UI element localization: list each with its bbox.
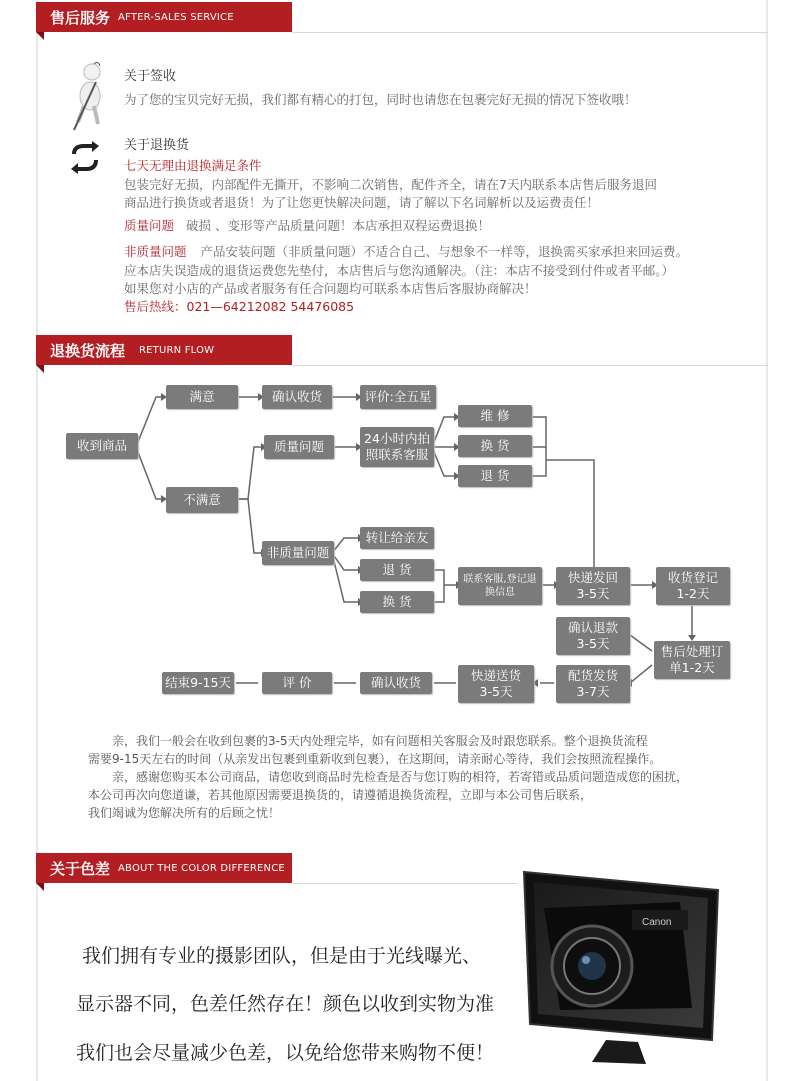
sign-heading: 关于签收 <box>124 69 177 84</box>
color-diff-line-2: 显示器不同，色差任然存在！颜色以收到实物为准 <box>76 993 495 1015</box>
node-transfer: 转让给亲友 <box>360 527 434 549</box>
node-after-sales-order: 售后处理订单1-2天 <box>654 641 730 679</box>
node-non-quality: 非质量问题 <box>262 541 334 565</box>
node-refund-2: 退 货 <box>360 559 434 581</box>
node-confirm-receipt: 确认收货 <box>262 385 332 409</box>
flow-note-1: 亲，我们一般会在收到包裹的3-5天内处理完毕，如有问题相关客服会及时跟您联系。整个退换货流程 <box>112 734 648 748</box>
node-photo-contact: 24小时内拍照联系客服 <box>360 427 434 467</box>
color-diff-line-3: 我们也会尽量减少色差，以免给您带来购物不便！ <box>76 1042 495 1064</box>
node-ship-goods: 配货发货 3-7天 <box>556 665 630 703</box>
node-confirm-receipt-2: 确认收货 <box>360 672 432 694</box>
node-exchange-2: 换 货 <box>360 591 434 613</box>
node-express-back: 快递发回 3-5天 <box>556 567 630 605</box>
node-confirm-refund: 确认退款 3-5天 <box>556 617 630 655</box>
quality-issue-label: 质量问题 <box>124 218 175 233</box>
return-exchange-icon <box>66 140 104 176</box>
return-heading: 关于退换货 <box>124 138 190 153</box>
node-satisfied: 满意 <box>166 385 238 409</box>
return-conditions-1: 包装完好无损，内部配件无撕开，不影响二次销售，配件齐全，请在7天内联系本店售后服务退回 <box>124 177 657 192</box>
hotline: 售后热线：021—64212082 54476085 <box>124 299 355 314</box>
return-flow-banner <box>36 335 292 365</box>
non-quality-row <box>124 242 688 261</box>
non-quality-text: 产品安装问题（非质量问题）不适合自己、与想象不一样等，退换需买家承担来回运费。 <box>200 244 689 259</box>
node-receive: 收到商品 <box>66 433 138 459</box>
return-conditions-2: 商品进行换货或者退货！为了让您更快解决问题，请了解以下名词解析以及运费责任！ <box>124 195 600 210</box>
flow-note-3: 亲，感谢您购买本公司商品，请您收到商品时先检查是否与您订购的相符，若寄错或品质问题造成您的困扰， <box>112 770 689 784</box>
section-divider <box>292 32 768 33</box>
quality-issue-text: 破损 、变形等产品质量问题！本店承担双程运费退换！ <box>186 218 490 233</box>
color-diff-title: 关于色差 <box>50 859 111 878</box>
flow-note-5: 我们竭诚为您解决所有的后顾之忧！ <box>88 806 281 820</box>
color-diff-title-en: ABOUT THE COLOR DIFFERENCE <box>118 862 285 874</box>
non-quality-text-3: 如果您对小店的产品或者服务有任合问题均可联系本店售后客服协商解决！ <box>124 281 537 296</box>
color-diff-banner <box>36 853 292 883</box>
return-flow-title: 退换货流程 <box>50 341 126 360</box>
seven-days-policy: 七天无理由退换满足条件 <box>124 158 262 173</box>
section-divider <box>292 883 518 884</box>
color-diff-line-1: 我们拥有专业的摄影团队，但是由于光线曝光、 <box>82 945 482 967</box>
node-rate-five-star: 评价:全五星 <box>360 385 436 409</box>
non-quality-label: 非质量问题 <box>124 244 187 259</box>
sign-text: 为了您的宝贝完好无损，我们都有精心的打包，同时也请您在包裹完好无损的情况下签收哦！ <box>124 92 637 107</box>
node-contact-register: 联系客服,登记退换信息 <box>458 567 542 605</box>
node-refund: 退 货 <box>458 465 532 487</box>
signing-figure-icon <box>66 60 114 132</box>
node-register-receipt: 收货登记 1-2天 <box>656 567 730 605</box>
node-exchange: 换 货 <box>458 435 532 457</box>
node-express-deliver: 快递送货 3-5天 <box>458 665 534 703</box>
node-unsatisfied: 不满意 <box>166 487 238 513</box>
non-quality-text-2: 应本店失误造成的退货运费您先垫付，本店售后与您沟通解决。（注：本店不接受到付件或者平邮。） <box>124 263 675 278</box>
after-sales-title: 售后服务 <box>50 8 111 27</box>
after-sales-title-en: AFTER-SALES SERVICE <box>118 11 234 23</box>
return-flow-title-en: RETURN FLOW <box>139 344 215 356</box>
return-flow-chart <box>36 365 768 720</box>
camera-brand-text: Canon <box>642 917 672 928</box>
after-sales-banner <box>36 2 292 32</box>
flow-note-2: 需要9-15天左右的时间（从亲发出包裹到重新收到包裹），在这期间，请亲耐心等待，我们会按照流程操作。 <box>88 752 662 766</box>
node-repair: 维 修 <box>458 405 532 427</box>
quality-issue-row <box>124 216 490 235</box>
monitor-camera-image <box>520 868 722 1073</box>
node-quality-issue: 质量问题 <box>264 435 334 459</box>
node-rate: 评 价 <box>262 672 332 694</box>
flow-note-4: 本公司再次向您道谦，若其他原因需要退换货的，请遵循退换货流程，立即与本公司售后联系， <box>88 788 593 802</box>
node-end: 结束9-15天 <box>162 672 234 694</box>
